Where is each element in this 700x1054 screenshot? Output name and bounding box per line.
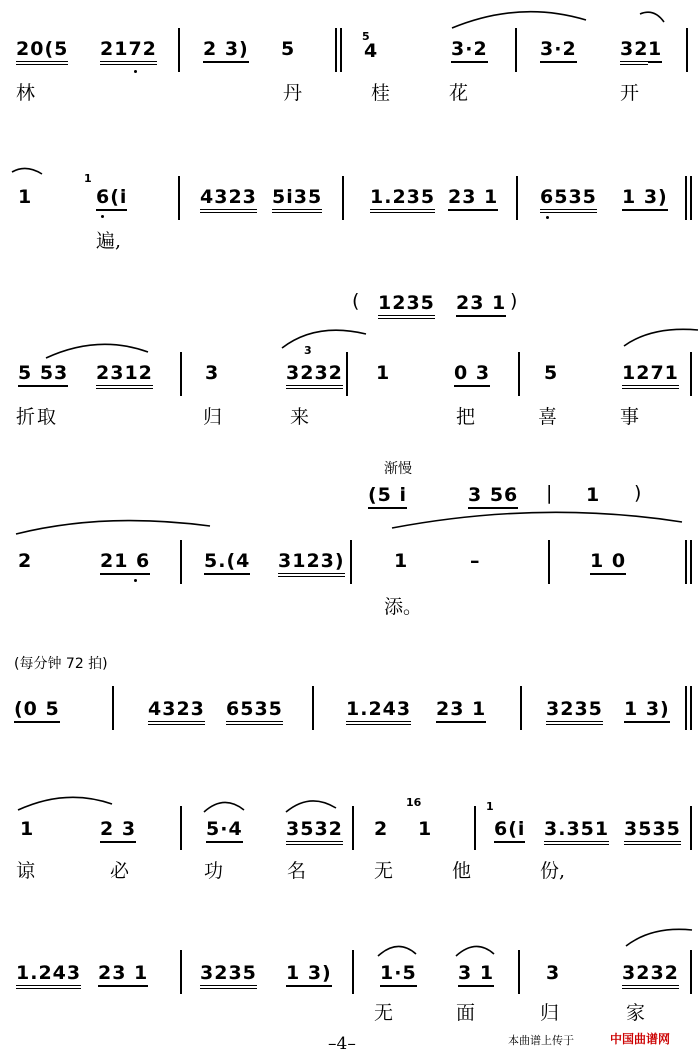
interlude-notes: 3 56 <box>468 484 518 509</box>
note-dash: – <box>470 550 481 572</box>
barline <box>178 176 180 220</box>
lyric: 添。 <box>384 596 423 618</box>
barline <box>690 806 692 850</box>
note-group: 1271 <box>622 362 679 389</box>
note-group: 3·2 <box>451 38 488 63</box>
slur <box>14 518 214 538</box>
note-group: 3535 <box>624 818 681 845</box>
barline-double <box>690 540 692 584</box>
barline <box>690 950 692 994</box>
lyric: 遍, <box>96 230 122 252</box>
barline <box>346 352 348 396</box>
grace-note: 16 <box>406 796 422 809</box>
page-number: –4– <box>328 1034 356 1054</box>
note-group: 3235 <box>546 698 603 725</box>
lyric: 喜 <box>538 406 558 428</box>
lyric: 开 <box>620 82 640 104</box>
slur <box>284 796 340 814</box>
octave-dot <box>101 215 104 218</box>
barline <box>180 950 182 994</box>
slur <box>376 942 420 958</box>
note-group: 5.(4 <box>204 550 250 575</box>
note: 1 <box>418 818 433 840</box>
note: 1 <box>394 550 409 572</box>
note: 4 <box>364 40 379 62</box>
lyric: 花 <box>449 82 469 104</box>
barline-double <box>690 176 692 220</box>
note-group: 3.351 <box>544 818 609 845</box>
barline-double <box>690 686 692 730</box>
note-group: 23 1 <box>448 186 498 211</box>
note-group: 1 3) <box>622 186 668 211</box>
note: 2 <box>18 550 33 572</box>
note-group: 6535 <box>540 186 597 213</box>
lyric: 无 <box>374 1002 394 1024</box>
upload-note: 本曲谱上传于 <box>508 1034 574 1047</box>
octave-dot <box>134 70 137 73</box>
note: 1 <box>18 186 33 208</box>
note: 5 <box>281 38 296 60</box>
slur <box>454 942 498 958</box>
interlude-paren: ( <box>352 290 361 312</box>
note: 1 <box>20 818 35 840</box>
note-group: 3232 <box>622 962 679 989</box>
barline <box>520 686 522 730</box>
note: 2 <box>374 818 389 840</box>
note-group: 3235 <box>200 962 257 989</box>
barline <box>312 686 314 730</box>
barline <box>342 176 344 220</box>
interlude-paren: ) <box>510 290 519 312</box>
note-group: 1.235 <box>370 186 435 213</box>
slur <box>390 508 690 532</box>
lyric: 功 <box>204 860 224 882</box>
interlude-notes: 23 1 <box>456 292 506 317</box>
note-group: 1.243 <box>16 962 81 989</box>
tempo-marking: 渐慢 <box>384 461 412 477</box>
barline <box>686 28 688 72</box>
barline <box>112 686 114 730</box>
slur <box>624 924 696 948</box>
note-group: 3532 <box>286 818 343 845</box>
lyric: 归 <box>540 1002 560 1024</box>
barline <box>518 352 520 396</box>
note-group: 23 1 <box>98 962 148 987</box>
interlude-notes: (5 i <box>368 484 407 509</box>
interlude-notes: 1235 <box>378 292 435 319</box>
lyric: 来 <box>290 406 310 428</box>
grace-note: 1 <box>84 172 92 185</box>
note-group: 6(i <box>96 186 127 211</box>
barline <box>352 806 354 850</box>
note: 3 <box>205 362 220 384</box>
lyric: 谅 <box>16 860 36 882</box>
triplet-mark: 3 <box>304 344 312 357</box>
interlude-note: 1 <box>586 484 601 506</box>
note-group: 4323 <box>148 698 205 725</box>
note-group: 6(i <box>494 818 525 843</box>
barline <box>352 950 354 994</box>
barline <box>548 540 550 584</box>
note-group: 4323 <box>200 186 257 213</box>
lyric: 必 <box>110 860 130 882</box>
note-group: 1 0 <box>590 550 626 575</box>
note-group: 3123) <box>278 550 345 577</box>
interlude-paren: ) <box>634 482 643 504</box>
lyric: 名 <box>287 860 307 882</box>
barline <box>178 28 180 72</box>
lyric: 桂 <box>371 82 391 104</box>
note-group: 5 53 <box>18 362 68 387</box>
lyric: 折取 <box>16 406 59 428</box>
barline <box>350 540 352 584</box>
slur <box>638 8 668 28</box>
note-group: 5·4 <box>206 818 243 843</box>
note-group: 1 3) <box>624 698 670 723</box>
slur <box>202 798 248 814</box>
note: 5 <box>544 362 559 384</box>
site-logo[interactable]: 中国曲谱网 <box>610 1032 671 1046</box>
note-group: 32 <box>620 38 648 65</box>
barline <box>690 352 692 396</box>
octave-dot <box>546 216 549 219</box>
note-group: 2 3 <box>100 818 136 843</box>
note-group: 0 3 <box>454 362 490 387</box>
lyric: 家 <box>626 1002 646 1024</box>
lyric: 把 <box>456 406 476 428</box>
octave-dot <box>134 579 137 582</box>
note: 3 <box>546 962 561 984</box>
note-group: 21 6 <box>100 550 150 575</box>
tempo-indication: (每分钟 72 拍) <box>14 656 108 672</box>
lyric: 归 <box>203 406 223 428</box>
lyric: 份, <box>540 860 566 882</box>
note-group: 23 1 <box>436 698 486 723</box>
slur <box>622 324 700 350</box>
note-group: 6535 <box>226 698 283 725</box>
note-group: 2172 <box>100 38 157 65</box>
barline <box>474 806 476 850</box>
slur <box>16 794 116 814</box>
note-group: 5i35 <box>272 186 322 213</box>
note-group: 3232 <box>286 362 343 389</box>
lyric: 无 <box>374 860 394 882</box>
barline <box>180 352 182 396</box>
barline-repeat <box>340 28 342 72</box>
slur <box>10 166 50 186</box>
note-group: 20(5 <box>16 38 68 65</box>
note-group: 3 1 <box>458 962 494 987</box>
grace-note: 5 <box>362 30 370 43</box>
lyric: 事 <box>620 406 640 428</box>
note-group: 1.243 <box>346 698 411 725</box>
note: 1 <box>376 362 391 384</box>
barline <box>180 806 182 850</box>
note-group: 2 3) <box>203 38 249 63</box>
note-group: 3·2 <box>540 38 577 63</box>
note: 1 <box>648 38 662 63</box>
slur <box>44 338 154 362</box>
grace-note: 1 <box>486 800 494 813</box>
slur <box>450 6 590 32</box>
barline <box>518 950 520 994</box>
interlude-barline: | <box>546 482 554 504</box>
lyric: 面 <box>456 1002 476 1024</box>
barline <box>515 28 517 72</box>
note-group: 1 3) <box>286 962 332 987</box>
note-group: 1·5 <box>380 962 417 987</box>
slur <box>280 326 370 352</box>
lyric: 林 <box>16 82 36 104</box>
lyric: 他 <box>452 860 472 882</box>
barline <box>180 540 182 584</box>
note-group: (0 5 <box>14 698 60 723</box>
lyric: 丹 <box>283 82 303 104</box>
barline <box>516 176 518 220</box>
note-group: 2312 <box>96 362 153 389</box>
